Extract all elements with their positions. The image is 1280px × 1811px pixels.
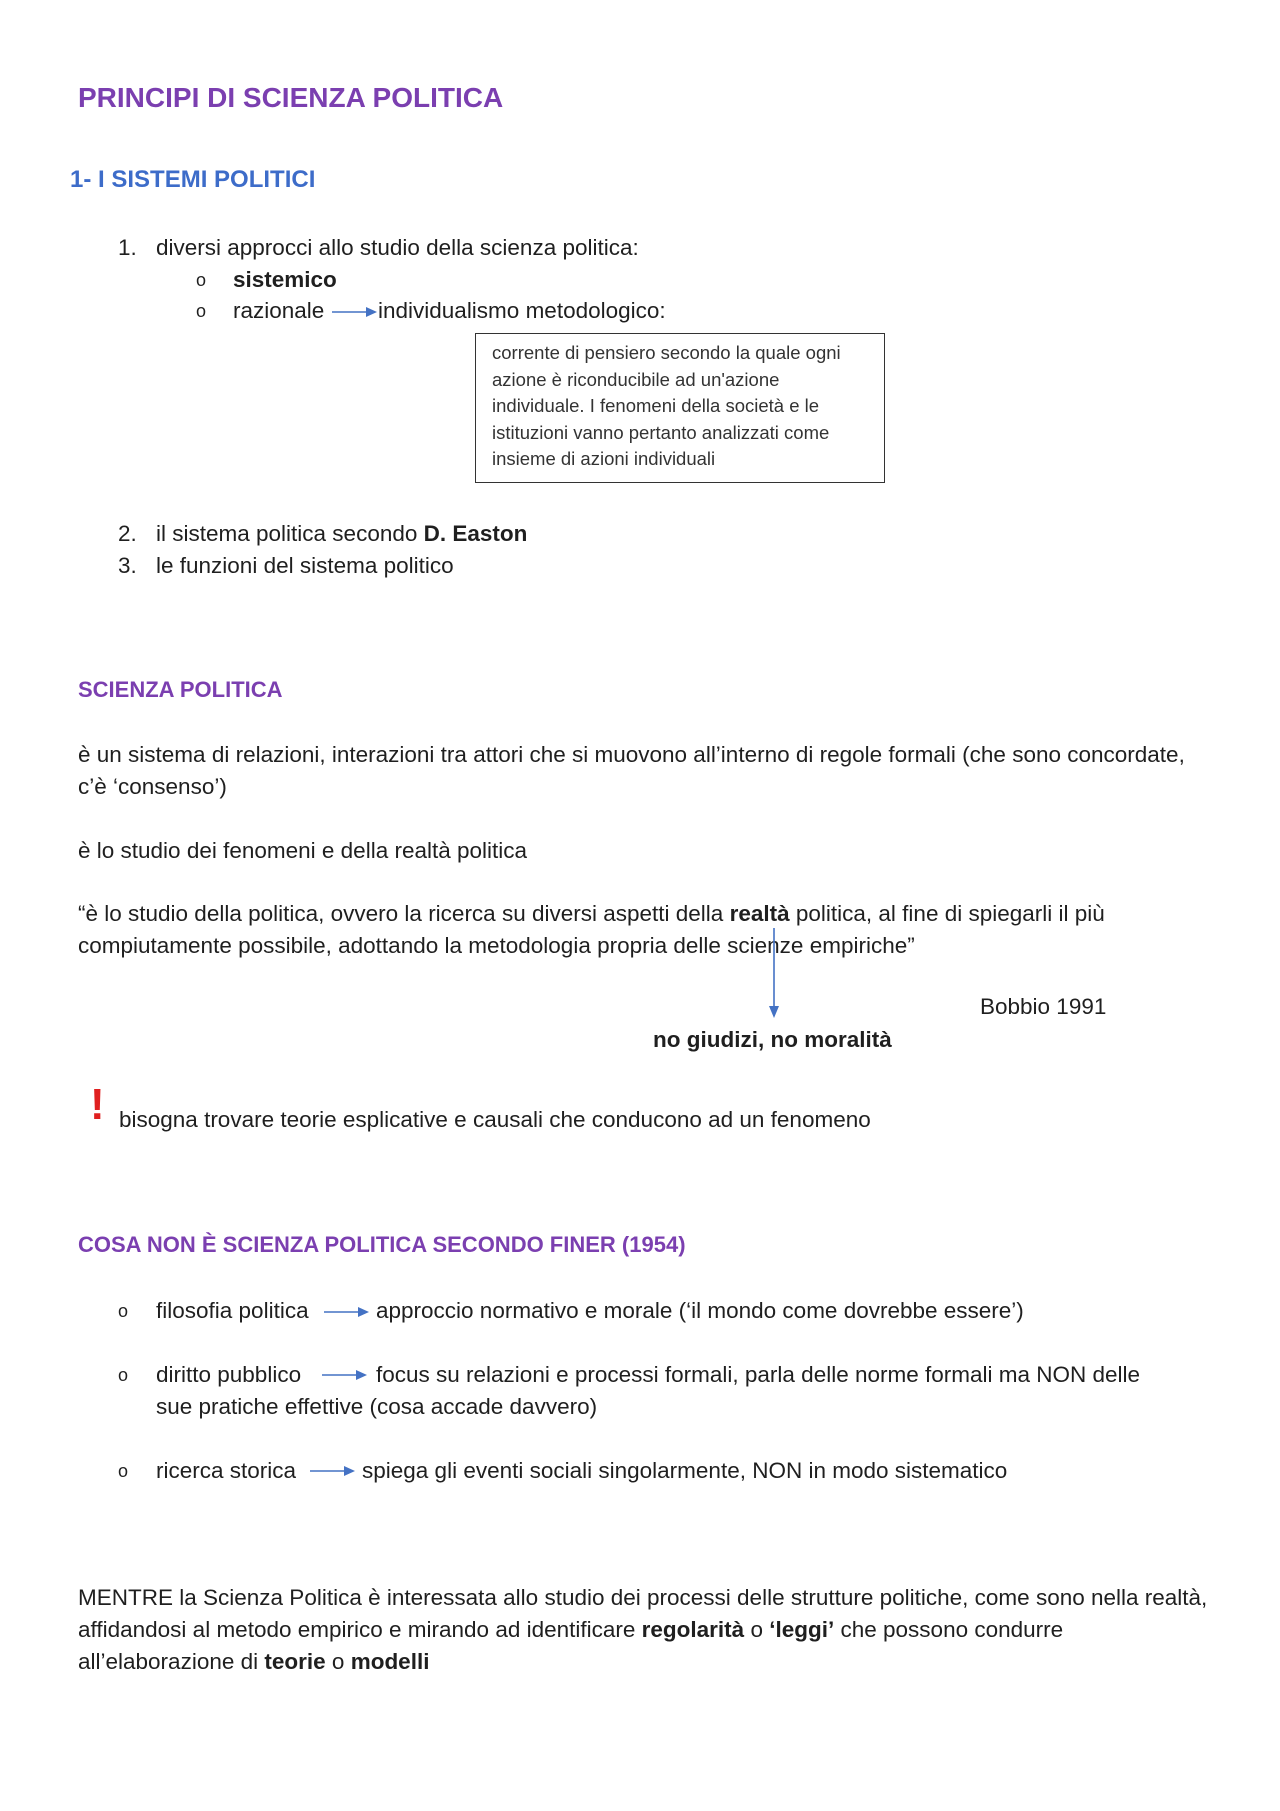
sub-item-razionale: razionale <box>233 298 325 323</box>
warning-icon: ! <box>90 1080 105 1129</box>
arrow-down-icon <box>768 928 780 1022</box>
finer-label-filosofia: filosofia politica <box>156 1298 309 1323</box>
conclusion-paragraph: MENTRE la Scienza Politica è interessata allo studio dei processi delle strutture politiche, come sono nella realtà, affidandosi al metodo empirico e mirando ad identificare regolarità o ‘leggi’ che possono condurre all’elaborazione di teorie o modelli <box>78 1585 1208 1674</box>
finer-label-storica: ricerca storica <box>156 1458 297 1483</box>
list-item-1: diversi approcci allo studio della scienza politica: <box>156 235 639 260</box>
list-number-3: 3. <box>118 553 137 578</box>
finer-bullet-1: o <box>118 1301 129 1321</box>
finer-label-diritto: diritto pubblico <box>156 1362 302 1387</box>
section-heading-finer: COSA NON È SCIENZA POLITICA SECONDO FINER (1954) <box>78 1232 686 1257</box>
sub-item-sistemico: sistemico <box>233 267 337 292</box>
arrow-right-icon <box>332 306 378 318</box>
sub-bullet-2: o <box>196 301 207 321</box>
list-item-3: le funzioni del sistema politico <box>156 553 454 578</box>
arrow-right-icon <box>322 1369 368 1381</box>
sub-bullet-1: o <box>196 270 207 290</box>
quote-bobbio: “è lo studio della politica, ovvero la ricerca su diversi aspetti della realtà politica, al fine di spiegarli il più compiutamente possibile, adottando la metodologia propria delle scienze empiriche” <box>78 901 1105 958</box>
definition-box: corrente di pensiero secondo la quale ogni azione è riconducibile ad un'azione individuale. I fenomeni della società e le istituzioni vanno pertanto analizzati come insieme di azioni individuali <box>475 333 885 483</box>
paragraph-definition-1: è un sistema di relazioni, interazioni tra attori che si muovono all’interno di regole formali (che sono concordate, c’è ‘consenso’) <box>78 742 1185 799</box>
finer-desc-diritto-cont: sue pratiche effettive (cosa accade davvero) <box>156 1394 598 1419</box>
list-item-2: il sistema politica secondo D. Easton <box>156 521 528 546</box>
section-heading-scienza-politica: SCIENZA POLITICA <box>78 677 283 702</box>
section-heading-sistemi: 1- I SISTEMI POLITICI <box>70 166 316 193</box>
finer-bullet-3: o <box>118 1461 129 1481</box>
paragraph-definition-2: è lo studio dei fenomeni e della realtà politica <box>78 838 528 863</box>
finer-desc-diritto: focus su relazioni e processi formali, parla delle norme formali ma NON delle <box>376 1362 1141 1387</box>
sub-item-individualismo: individualismo metodologico: <box>378 298 666 323</box>
finer-desc-filosofia: approccio normativo e morale (‘il mondo come dovrebbe essere’) <box>376 1298 1024 1323</box>
citation: Bobbio 1991 <box>980 994 1107 1019</box>
page-title: PRINCIPI DI SCIENZA POLITICA <box>78 82 504 113</box>
finer-bullet-2: o <box>118 1365 129 1385</box>
list-number-2: 2. <box>118 521 137 546</box>
list-number-1: 1. <box>118 235 137 260</box>
arrow-right-icon <box>324 1306 370 1318</box>
finer-desc-storica: spiega gli eventi sociali singolarmente, NON in modo sistematico <box>362 1458 1008 1483</box>
arrow-right-icon <box>310 1465 356 1477</box>
note-no-giudizi: no giudizi, no moralità <box>653 1027 892 1052</box>
warning-text: bisogna trovare teorie esplicative e causali che conducono ad un fenomeno <box>119 1107 871 1132</box>
